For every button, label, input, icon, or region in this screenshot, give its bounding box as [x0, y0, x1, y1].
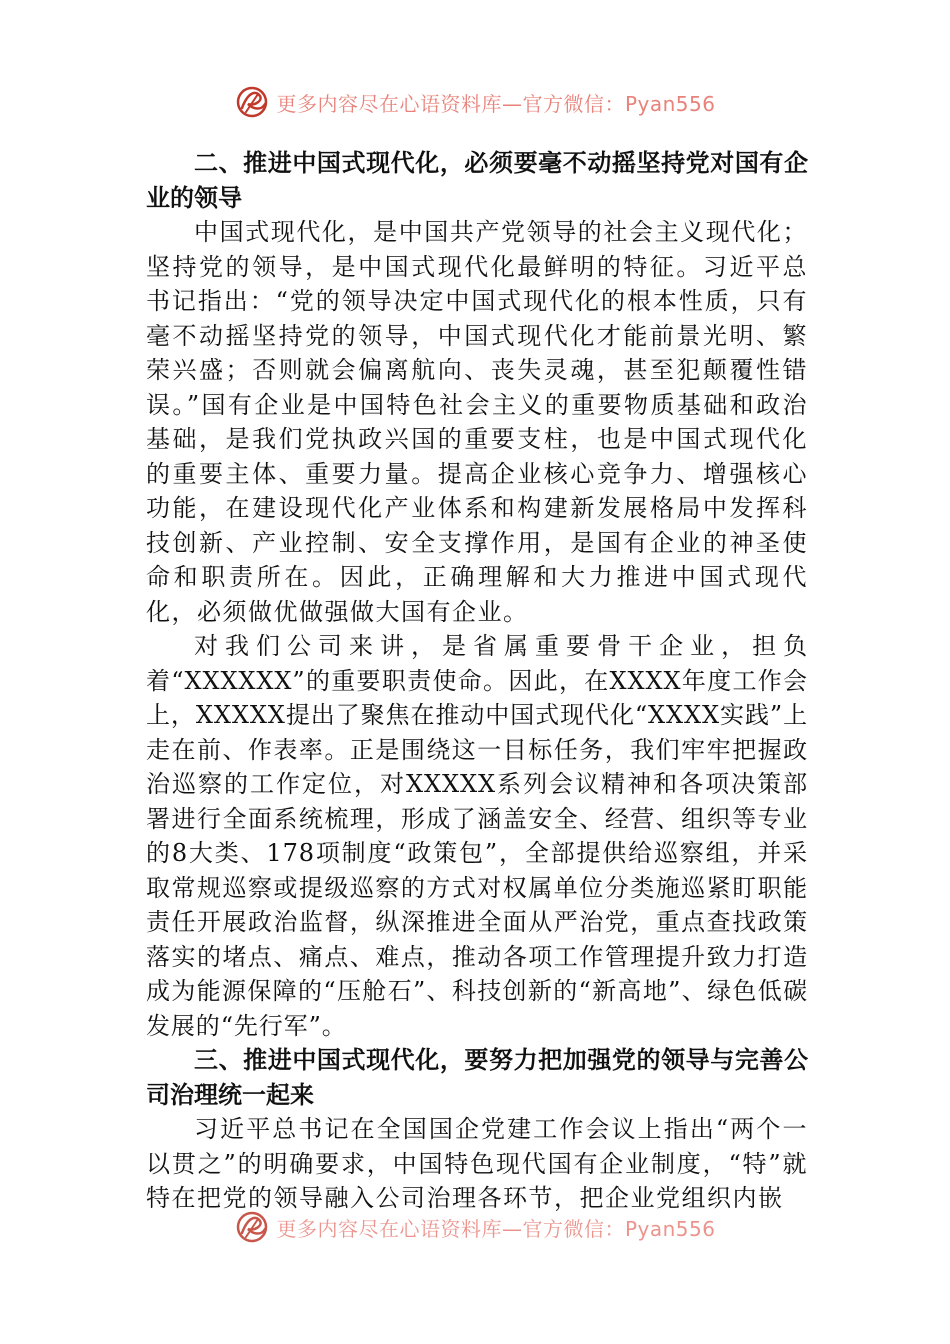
paragraph-3: 习近平总书记在全国国企党建工作会议上指出“两个一以贯之”的明确要求，中国特色现代国有企业制度，“特”就特在把党的领导融入公司治理各环节，把企业党组织内嵌: [146, 1115, 808, 1212]
document-body: [146, 146, 808, 1216]
watermark-banner-top: [0, 82, 950, 122]
paragraph-2: 对我们公司来讲，是省属重要骨干企业，担负着“XXXXXX”的重要职责使命。因此，在XXXX年度工作会上，XXXXX提出了聚焦在推动中国式现代化“XXXX实践”上走在前、作表率。正是围绕这一目标任务，我们牢牢把握政治巡察的工作定位，对XXXXX系列会议精神和各项决策部署进行全面系统梳理，形成了涵盖安全、经营、组织等专业的8大类、178项制度“政策包”，全部提供给巡察组，并采取常规巡察或提级巡察的方式对权属单位分类施巡紧盯职能责任开展政治监督，纵深推进全面从严治党，重点查找政策落实的堵点、痛点、难点，推动各项工作管理提升致力打造成为能源保障的“压舱石”、科技创新的“新高地”、绿色低碳发展的“先行军”。: [146, 632, 808, 1040]
watermark-banner-bottom: [0, 1207, 950, 1247]
paragraph-1: 中国式现代化，是中国共产党领导的社会主义现代化；坚持党的领导，是中国式现代化最鲜明的特征。习近平总书记指出：“党的领导决定中国式现代化的根本性质，只有毫不动摇坚持党的领导，中国式现代化才能前景光明、繁荣兴盛；否则就会偏离航向、丧失灵魂，甚至犯颠覆性错误。”国有企业是中国特色社会主义的重要物质基础和政治基础，是我们党执政兴国的重要支柱，也是中国式现代化的重要主体、重要力量。提高企业核心竞争力、增强核心功能，在建设现代化产业体系和构建新发展格局中发挥科技创新、产业控制、安全支撑作用，是国有企业的神圣使命和职责所在。因此，正确理解和大力推进中国式现代化，必须做优做强做大国有企业。: [146, 218, 808, 626]
section-heading-2: 二、推进中国式现代化，必须要毫不动摇坚持党对国有企业的领导: [146, 149, 808, 212]
signature-logo-icon: [234, 1209, 270, 1245]
section-heading-3: 三、推进中国式现代化，要努力把加强党的领导与完善公司治理统一起来: [146, 1046, 808, 1109]
watermark-text: 更多内容尽在心语资料库—官方微信：Pyan556: [276, 91, 716, 116]
watermark-text: 更多内容尽在心语资料库—官方微信：Pyan556: [276, 1216, 716, 1241]
signature-logo-icon: [234, 84, 270, 120]
